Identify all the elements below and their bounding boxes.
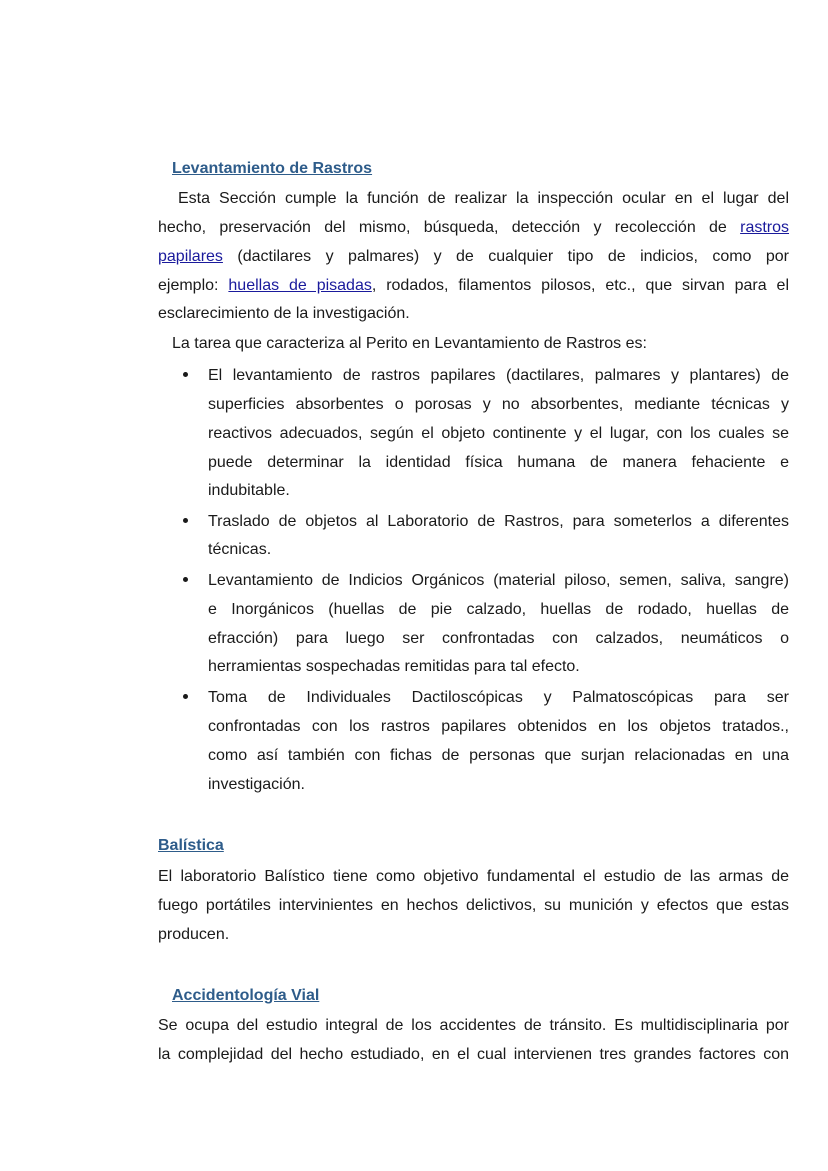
bullet-line: superficies absorbentes o porosas y no absorbentes, mediante técnicas y: [208, 396, 789, 413]
paragraph-line: producen.: [158, 926, 230, 943]
link-huellas-de-pisadas[interactable]: huellas de pisadas: [228, 277, 372, 294]
text: , rodados, filamentos pilosos, etc., que sirvan para el: [371, 277, 789, 294]
bullet-line: Traslado de objetos al Laboratorio de Rastros, para someterlos a diferentes: [208, 513, 789, 530]
bullet-line: investigación.: [208, 776, 305, 793]
bullet-line: efracción) para luego ser confrontadas con calzados, neumáticos o: [208, 630, 789, 647]
paragraph-line: Se ocupa del estudio integral de los accidentes de tránsito. Es multidisciplinaria por: [158, 1017, 789, 1034]
bullet-line: reactivos adecuados, según el objeto continente y el lugar, con los cuales se: [208, 425, 789, 442]
paragraph-line: [158, 242, 789, 271]
section-heading-balistica: Balística: [158, 837, 224, 854]
section-heading-levantamiento-de-rastros: Levantamiento de Rastros: [172, 160, 373, 177]
bullet-line: herramientas sospechadas remitidas para tal efecto.: [208, 658, 580, 675]
paragraph-line: la complejidad del hecho estudiado, en el cual intervienen tres grandes factores con: [158, 1046, 789, 1063]
section-heading-accidentologia-vial: Accidentología Vial: [172, 987, 320, 1004]
paragraph-line: [158, 213, 789, 242]
text: (dactilares y palmares) y de cualquier tipo de indicios, como por: [237, 248, 789, 265]
bullet-line: Toma de Individuales Dactiloscópicas y Palmatoscópicas para ser: [208, 689, 789, 706]
paragraph-line: esclarecimiento de la investigación.: [158, 305, 410, 322]
bullet-line: El levantamiento de rastros papilares (dactilares, palmares y plantares) de: [208, 367, 789, 384]
paragraph-line: fuego portátiles intervinientes en hechos delictivos, su munición y efectos que estas: [158, 897, 789, 914]
bullet-line: Levantamiento de Indicios Orgánicos (material piloso, semen, saliva, sangre): [208, 572, 789, 589]
text: hecho, preservación del mismo, búsqueda, detección y recolección de: [158, 219, 727, 236]
paragraph-line: [158, 271, 789, 300]
bullet-line: como así también con fichas de personas que surjan relacionadas en una: [208, 747, 789, 764]
link-rastros-papilares[interactable]: rastros: [740, 219, 790, 236]
bullet-line: puede determinar la identidad física humana de manera fehaciente e: [208, 454, 789, 471]
bullet-icon: [183, 372, 188, 377]
paragraph-line: Esta Sección cumple la función de realizar la inspección ocular en el lugar del: [178, 190, 789, 207]
link-rastros-papilares[interactable]: papilares: [158, 248, 223, 265]
bullet-line: técnicas.: [208, 541, 272, 558]
bullet-line: confrontadas con los rastros papilares obtenidos en los objetos tratados.,: [208, 718, 789, 735]
intro-line: La tarea que caracteriza al Perito en Levantamiento de Rastros es:: [172, 335, 647, 352]
text: ejemplo:: [158, 277, 219, 294]
bullet-line: e Inorgánicos (huellas de pie calzado, huellas de rodado, huellas de: [208, 601, 789, 618]
paragraph-line: El laboratorio Balístico tiene como objetivo fundamental el estudio de las armas de: [158, 868, 789, 885]
bullet-line: indubitable.: [208, 482, 290, 499]
bullet-icon: [183, 518, 188, 523]
bullet-icon: [183, 694, 188, 699]
bullet-icon: [183, 577, 188, 582]
